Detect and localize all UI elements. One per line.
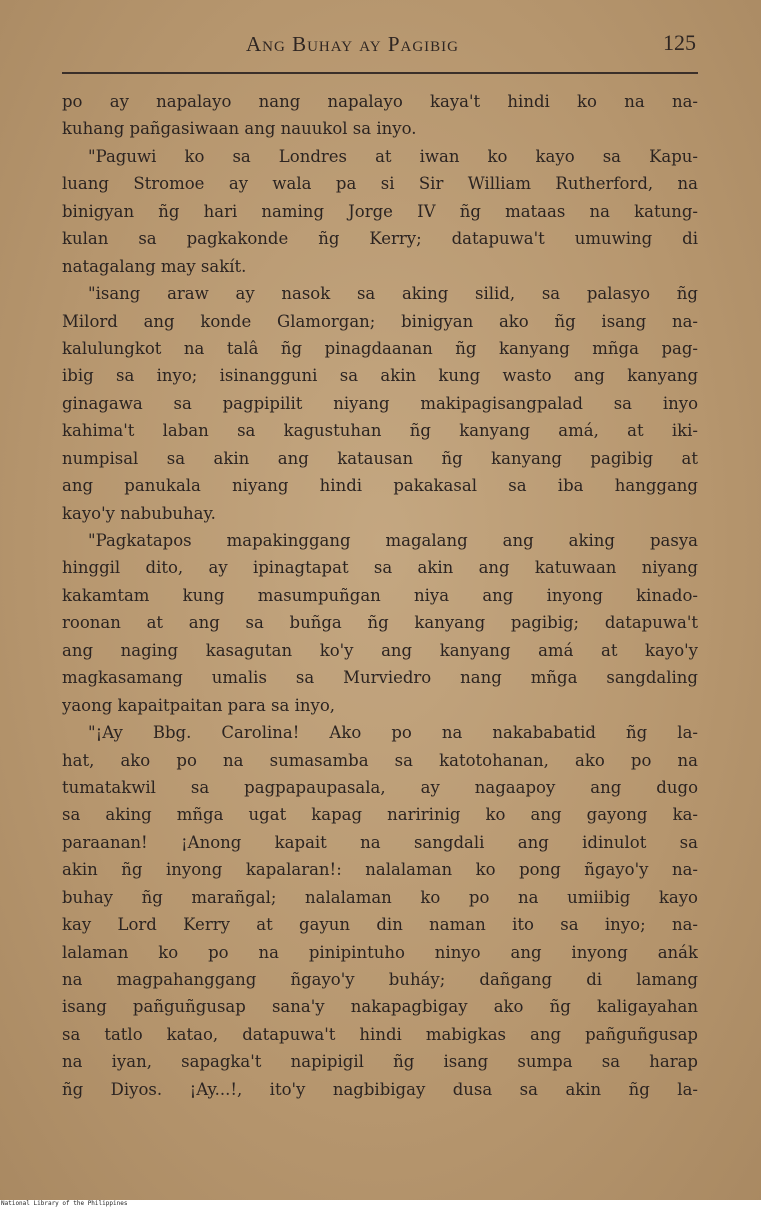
text-line: roonan at ang sa buñga ñg kanyang pagibig; datapuwa't <box>62 613 698 633</box>
text-line: sa tatlo katao, datapuwa't hindi mabigkas ang pañguñgusap <box>62 1024 698 1044</box>
text-line: po ay napalayo nang napalayo kaya't hindi ko na na- <box>62 92 698 111</box>
text-line: na iyan, sapagka't napipigil ñg isang sumpa sa harap <box>62 1052 698 1072</box>
text-line: lalaman ko po na pinipintuho ninyo ang inyong anák <box>62 942 698 962</box>
text-line: "¡Ay Bbg. Carolina! Ako po na nakababatid ñg la- <box>88 723 698 743</box>
footer-credit <box>0 1200 761 1208</box>
text-line: yaong kapaitpaitan para sa inyo, <box>62 695 336 715</box>
text-line: sa aking mñga ugat kapag naririnig ko ang gayong ka- <box>62 805 698 825</box>
header-rule <box>62 72 698 74</box>
body-text <box>62 88 698 1103</box>
text-line: kahima't laban sa kagustuhan ñg kanyang amá, at iki- <box>62 421 698 441</box>
text-line: ang panukala niyang hindi pakakasal sa iba hanggang <box>62 476 698 496</box>
text-line: isang pañguñgusap sana'y nakapagbigay ako ñg kaligayahan <box>62 997 698 1017</box>
running-title: Ang Buhay ay Pagibig <box>246 32 460 56</box>
text-line: buhay ñg marañgal; nalalaman ko po na umiibig kayo <box>62 887 698 907</box>
text-line: kalulungkot na talâ ñg pinagdaanan ñg kanyang mñga pag- <box>62 338 698 358</box>
text-line: kayo'y nabubuhay. <box>62 503 216 523</box>
text-line: ginagawa sa pagpipilit niyang makipagisangpalad sa inyo <box>62 393 698 413</box>
text-line: "Paguwi ko sa Londres at iwan ko kayo sa Kapu- <box>88 146 698 166</box>
text-line: paraanan! ¡Anong kapait na sangdali ang idinulot sa <box>62 832 698 852</box>
text-line: kakamtam kung masumpuñgan niya ang inyong kinado- <box>62 585 698 605</box>
text-line: numpisal sa akin ang katausan ñg kanyang pagibig at <box>62 448 698 468</box>
text-line: ang naging kasagutan ko'y ang kanyang amá at kayo'y <box>62 640 698 660</box>
text-line: akin ñg inyong kapalaran!: nalalaman ko pong ñgayo'y na- <box>62 860 698 880</box>
page-header <box>62 32 698 62</box>
text-line: "isang araw ay nasok sa aking silid, sa palasyo ñg <box>88 284 698 304</box>
text-line: hat, ako po na sumasamba sa katotohanan, ako po na <box>62 750 698 770</box>
text-line: ibig sa inyo; isinangguni sa akin kung wasto ang kanyang <box>62 366 698 386</box>
text-line: kay Lord Kerry at gayun din naman ito sa inyo; na- <box>62 915 698 935</box>
text-line: hinggil dito, ay ipinagtapat sa akin ang katuwaan niyang <box>62 558 698 578</box>
text-line: luang Stromoe ay wala pa si Sir William Rutherford, na <box>62 174 698 194</box>
text-line: kuhang pañgasiwaan ang nauukol sa inyo. <box>62 119 417 139</box>
text-line: Milord ang konde Glamorgan; binigyan ako ñg isang na- <box>62 311 698 331</box>
text-line: na magpahanggang ñgayo'y buháy; dañgang di lamang <box>62 970 698 989</box>
text-line: "Pagkatapos mapakinggang magalang ang aking pasya <box>88 531 698 550</box>
text-line: kulan sa pagkakonde ñg Kerry; datapuwa't umuwing di <box>62 229 698 249</box>
text-line: ñg Diyos. ¡Ay...!, ito'y nagbibigay dusa sa akin ñg la- <box>62 1079 698 1099</box>
library-credit: National Library of the Philippines <box>1 1200 128 1207</box>
text-line: magkasamang umalis sa Murviedro nang mñga sangdaling <box>62 668 698 688</box>
text-line: natagalang may sakít. <box>62 256 247 276</box>
page-number: 125 <box>663 30 696 55</box>
text-line: tumatakwil sa pagpapaupasala, ay nagaapoy ang dugo <box>62 777 698 797</box>
text-line: binigyan ñg hari naming Jorge IV ñg mataas na katung- <box>62 201 698 221</box>
